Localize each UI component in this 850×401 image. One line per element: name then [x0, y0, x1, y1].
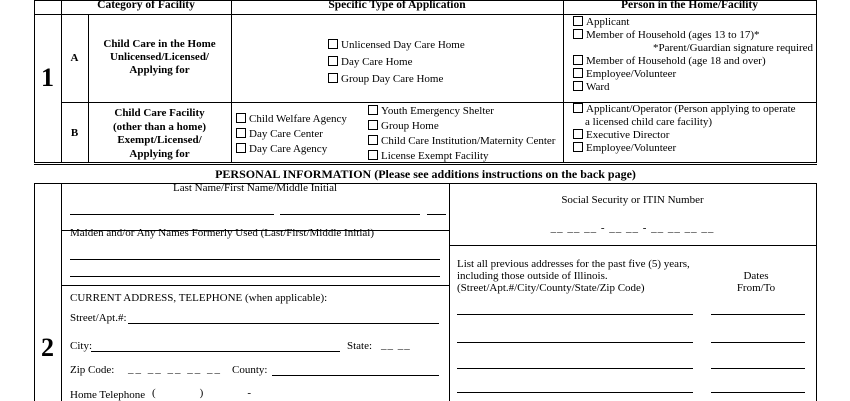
header-category: Category of Facility [97, 0, 195, 11]
dates-label: Dates From/To [736, 270, 776, 294]
zip-field[interactable]: __ __ __ __ __ [128, 363, 222, 375]
person-option[interactable]: Member of Household (age 18 and over) [573, 55, 813, 68]
type-option[interactable]: Day Care Center [236, 127, 347, 142]
section-number-1: 1 [41, 63, 54, 92]
zip-label: Zip Code: [70, 364, 115, 376]
home-telephone-field[interactable]: ( ) - [152, 387, 251, 399]
type-option[interactable]: Day Care Home [328, 54, 465, 71]
checkbox[interactable] [573, 142, 583, 152]
types-a [328, 37, 465, 88]
first-name-field[interactable] [280, 214, 420, 215]
county-field[interactable] [272, 375, 439, 376]
checkbox[interactable] [573, 103, 583, 113]
ssn-label: Social Security or ITIN Number [561, 194, 704, 206]
name-label: Last Name/First Name/Middle Initial [172, 182, 338, 194]
person-option[interactable]: Employee/Volunteer [573, 68, 813, 81]
person-option[interactable]: Applicant/Operator (Person applying to operate [573, 103, 796, 116]
dates-field[interactable] [711, 314, 805, 315]
type-option[interactable]: Group Day Care Home [328, 71, 465, 88]
person-option[interactable]: Ward [573, 81, 813, 94]
person-option[interactable]: Employee/Volunteer [573, 142, 796, 155]
checkbox[interactable] [573, 68, 583, 78]
prev-address-field[interactable] [457, 342, 693, 343]
state-field[interactable]: __ __ [381, 339, 411, 351]
prev-address-field[interactable] [457, 314, 693, 315]
type-option[interactable]: Youth Emergency Shelter [368, 104, 555, 119]
city-label: City: [70, 340, 93, 352]
city-field[interactable] [91, 351, 340, 352]
checkbox[interactable] [328, 56, 338, 66]
checkbox[interactable] [573, 29, 583, 39]
ssn-field[interactable]: __ __ __ - __ __ - __ __ __ __ [550, 222, 715, 234]
checkbox[interactable] [573, 16, 583, 26]
checkbox[interactable] [368, 135, 378, 145]
street-field[interactable] [128, 323, 439, 324]
address-history-label: List all previous addresses for the past five (5) years, including those outside of Illinois. (Street/Apt.#/City/County/State/Zip Code) [457, 258, 690, 294]
type-option[interactable]: Unlicensed Day Care Home [328, 37, 465, 54]
prev-address-field[interactable] [457, 368, 693, 369]
header-specific-type: Specific Type of Application [328, 0, 466, 11]
last-name-field[interactable] [70, 214, 274, 215]
type-option[interactable]: Day Care Agency [236, 142, 347, 157]
checkbox[interactable] [573, 81, 583, 91]
checkbox[interactable] [236, 143, 246, 153]
middle-initial-field[interactable] [427, 214, 446, 215]
header-person: Person in the Home/Facility [620, 0, 759, 11]
checkbox[interactable] [328, 39, 338, 49]
category-b: Child Care Facility (other than a home) Exempt/Licensed/ Applying for [113, 107, 206, 160]
dates-field[interactable] [711, 342, 805, 343]
personal-info-title: PERSONAL INFORMATION (Please see additions instructions on the back page) [215, 167, 636, 181]
person-option[interactable]: Executive Director [573, 129, 796, 142]
home-telephone-label: Home Telephone [70, 389, 146, 401]
section-number-2: 2 [41, 333, 54, 362]
types-b-left [236, 112, 347, 157]
checkbox[interactable] [573, 55, 583, 65]
dates-field[interactable] [711, 392, 805, 393]
maiden-name-field-2[interactable] [70, 276, 440, 277]
county-label: County: [232, 364, 268, 376]
types-b-right [368, 104, 555, 164]
checkbox[interactable] [236, 113, 246, 123]
person-note: *Parent/Guardian signature required [653, 42, 814, 54]
type-option[interactable]: Group Home [368, 119, 555, 134]
checkbox[interactable] [368, 120, 378, 130]
persons-b [573, 103, 796, 155]
person-option[interactable]: Applicant [573, 16, 813, 29]
checkbox[interactable] [368, 150, 378, 160]
row-letter-b: B [70, 127, 79, 139]
row-letter-a: A [70, 52, 79, 64]
person-note: a licensed child care facility) [585, 116, 713, 128]
street-label: Street/Apt.#: [70, 312, 127, 324]
state-label: State: [347, 340, 373, 352]
current-address-label: CURRENT ADDRESS, TELEPHONE (when applicable): [70, 292, 328, 304]
checkbox[interactable] [236, 128, 246, 138]
checkbox[interactable] [573, 129, 583, 139]
persons-a [573, 16, 813, 94]
type-option[interactable]: Child Care Institution/Maternity Center [368, 134, 555, 149]
type-option[interactable]: License Exempt Facility [368, 149, 555, 164]
dates-field[interactable] [711, 368, 805, 369]
person-option[interactable]: Member of Household (ages 13 to 17)* [573, 29, 813, 42]
prev-address-field[interactable] [457, 392, 693, 393]
checkbox[interactable] [328, 73, 338, 83]
checkbox[interactable] [368, 105, 378, 115]
type-option[interactable]: Child Welfare Agency [236, 112, 347, 127]
category-a: Child Care in the Home Unlicensed/Licensed/ Applying for [103, 38, 216, 76]
maiden-name-field-1[interactable] [70, 259, 440, 260]
maiden-label: Maiden and/or Any Names Formerly Used (Last/First/Middle Initial) [70, 227, 374, 239]
